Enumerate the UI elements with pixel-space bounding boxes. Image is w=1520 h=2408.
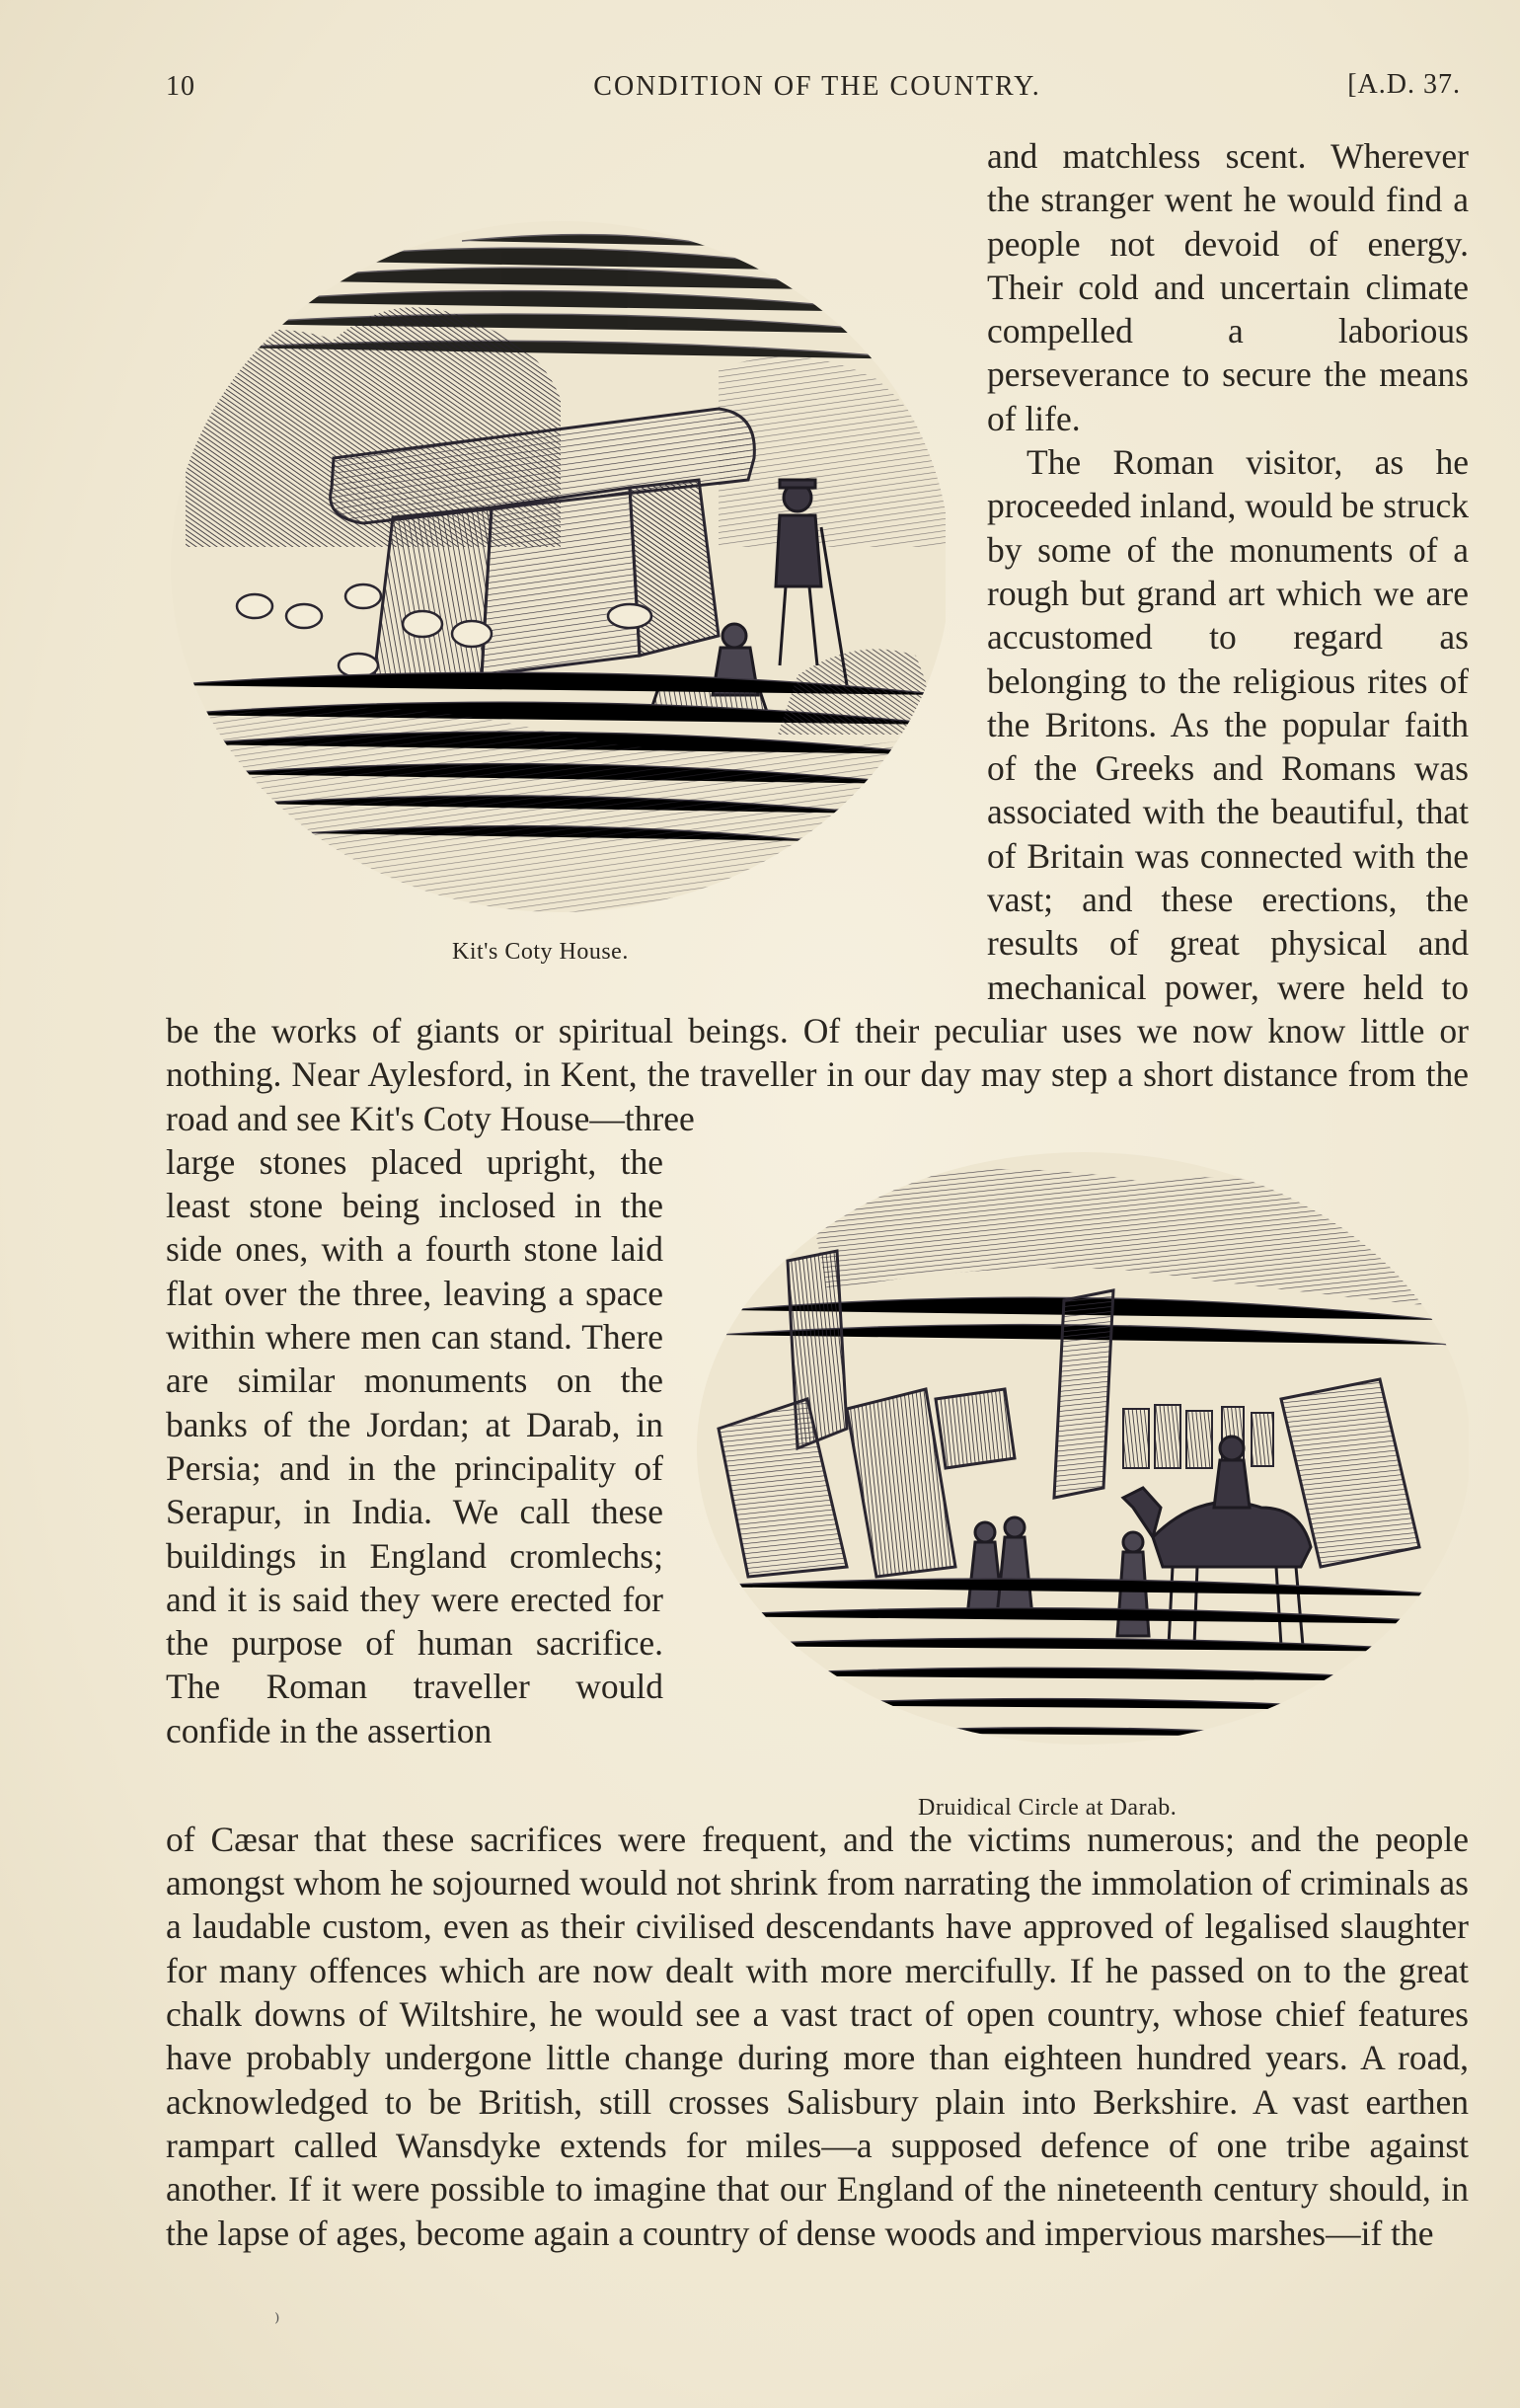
chapter-title: CONDITION OF THE COUNTRY. xyxy=(593,71,1041,102)
druidical-circle-engraving xyxy=(689,1152,1469,1764)
figure-caption-druidical: Druidical Circle at Darab. xyxy=(918,1794,1178,1821)
kits-coty-house-figure xyxy=(166,221,946,971)
page-mark: ⁾ xyxy=(274,2310,280,2335)
page-number: 10 xyxy=(166,71,195,102)
paragraph-2b: large stones placed upright, the least stone being inclosed in the side ones, with a fourth stone laid flat over the three, leaving a space within where men can stand. There are similar monuments on the banks of the Jordan; at Darab, in Persia; and in the principality of Serapur, in India. We call these buildings in England cromlechs; and it is said they were erected for the purpose of human sacrifice. The Roman traveller would confide in the assertion xyxy=(166,1141,663,1750)
druidical-circle-figure xyxy=(689,1152,1469,1821)
paragraph-1: and matchless scent. Wherever the stranger went he would find a people not devoid of energy. Their cold and uncertain climate compelled a laborious perseverance to secure the means of life. xyxy=(987,136,1469,438)
body-text xyxy=(166,134,1469,2255)
kits-coty-house-engraving xyxy=(166,221,946,912)
date-marker: [A.D. 37. xyxy=(1347,69,1461,100)
figure-caption-kits-coty: Kit's Coty House. xyxy=(452,939,629,965)
paragraph-2a-text: The Roman visitor, as he proceeded inland, would be struck by some of the monuments of a rough but grand art which we are accustomed to regard as belonging to the religious rites of the Britons. As the popular faith of the Greeks and Romans was associated with the beautiful, that of Britain was connected with the vast; and these erections, the results of great physical and mechanical power, were held to be the works of giants or spiritual beings. Of their peculiar uses we now know little or nothing. Near Aylesford, in Kent, the traveller in our day may step a short distance from the road and see Kit's Coty House—three xyxy=(166,442,1469,1138)
running-header xyxy=(166,67,1469,111)
paragraph-2c: of Cæsar that these sacrifices were frequent, and the victims numerous; and the people amongst whom he sojourned would not shrink from narrating the immolation of criminals as a laudable custom, even as their civilised descendants have approved of legalised slaughter for many offences which are now dealt with more mercifully. If he passed on to the great chalk downs of Wiltshire, he would see a vast tract of open country, whose chief features have probably undergone little change during more than eighteen hundred years. A road, acknowledged to be British, still crosses Salisbury plain into Berkshire. A vast earthen rampart called Wansdyke extends for miles—a supposed defence of one tribe against another. If it were possible to imagine that our England of the nineteenth century should, in the lapse of ages, become again a country of dense woods and impervious marshes—if the xyxy=(166,1819,1469,2253)
